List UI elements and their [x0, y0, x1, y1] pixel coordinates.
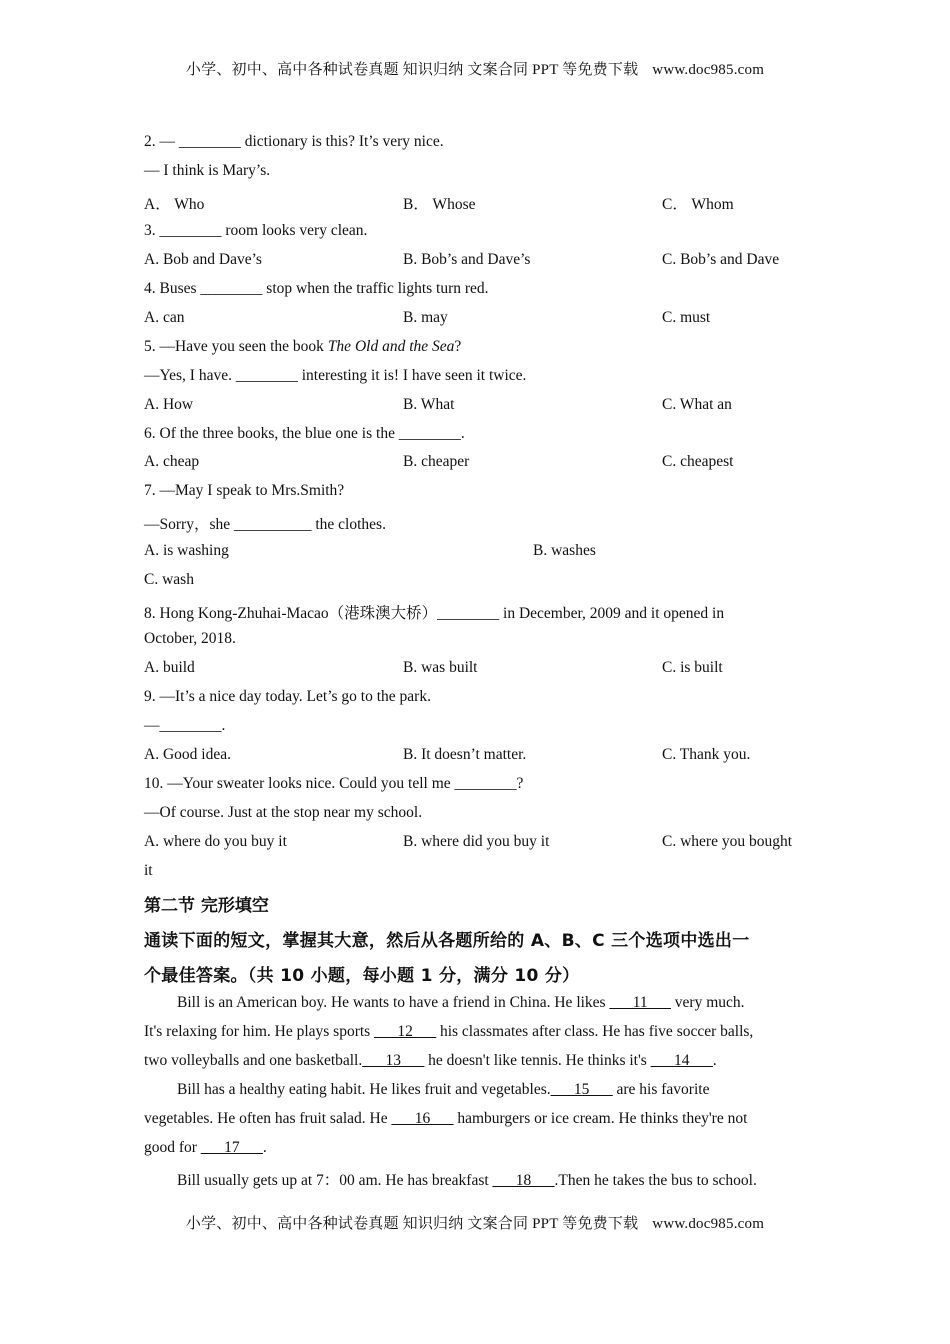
- passage-text: Bill is an American boy. He wants to have a friend in China. He likes: [177, 994, 610, 1011]
- passage-text: .Then he takes the bus to school.: [554, 1172, 757, 1189]
- question-10-stem: 10. —Your sweater looks nice. Could you tell me ________?: [144, 775, 524, 792]
- question-6-option-c: C. cheapest: [662, 453, 734, 470]
- question-5-option-b: B. What: [403, 396, 455, 413]
- blank-15[interactable]: ___15___: [550, 1081, 613, 1098]
- passage-p2-line2: [144, 1110, 808, 1128]
- question-5-stem-post: ?: [454, 338, 462, 355]
- section-2-instruction-line2: 个最佳答案。（共 10 小题，每小题 1 分，满分 10 分）: [144, 966, 580, 986]
- question-6-option-a: A. cheap: [144, 453, 200, 470]
- question-8-option-a: A. build: [144, 659, 195, 676]
- question-7-stem: 7. —May I speak to Mrs.Smith?: [144, 482, 345, 499]
- footer-text: 小学、初中、高中各种试卷真题 知识归纳 文案合同 PPT 等免费下载: [185, 1216, 639, 1232]
- question-3-stem: 3. ________ room looks very clean.: [144, 222, 368, 239]
- passage-text: hamburgers or ice cream. He thinks they're not: [453, 1110, 748, 1127]
- question-2-option-b: B． Whose: [403, 196, 476, 213]
- question-3-option-c: C. Bob’s and Dave: [662, 251, 780, 268]
- question-7-option-c: C. wash: [144, 571, 194, 588]
- question-6-option-b: B. cheaper: [403, 453, 470, 470]
- section-2-instruction-line1: 通读下面的短文，掌握其大意，然后从各题所给的 A、B、C 三个选项中选出一: [144, 931, 750, 951]
- question-10-option-b: B. where did you buy it: [403, 833, 550, 850]
- question-7-option-b: B. washes: [533, 542, 596, 559]
- question-7-option-a: A. is washing: [144, 542, 229, 559]
- question-6-stem: 6. Of the three books, the blue one is the ________.: [144, 425, 465, 442]
- question-5-stem-pre: 5. —Have you seen the book: [144, 338, 328, 355]
- question-9-option-b: B. It doesn’t matter.: [403, 746, 527, 763]
- section-2-title: 第二节 完形填空: [144, 896, 269, 916]
- question-2-stem: 2. — ________ dictionary is this? It’s very nice.: [144, 133, 444, 150]
- passage-p2-line3: [144, 1139, 808, 1157]
- header-text: 小学、初中、高中各种试卷真题 知识归纳 文案合同 PPT 等免费下载: [185, 62, 639, 78]
- question-5-reply: —Yes, I have. ________ interesting it is! I have seen it twice.: [144, 367, 527, 384]
- passage-text: two volleyballs and one basketball.: [144, 1052, 363, 1069]
- question-3-option-b: B. Bob’s and Dave’s: [403, 251, 531, 268]
- blank-13[interactable]: ___13___: [362, 1052, 425, 1069]
- page-header: [0, 58, 950, 79]
- question-5-option-a: A. How: [144, 396, 194, 413]
- blank-14[interactable]: ___14___: [650, 1052, 713, 1069]
- question-8-stem-line1: 8. Hong Kong-Zhuhai-Macao（港珠澳大桥）________ in December, 2009 and it opened in: [144, 605, 725, 622]
- question-4-option-a: A. can: [144, 309, 185, 326]
- footer-url[interactable]: www.doc985.com: [652, 1216, 765, 1232]
- blank-12[interactable]: ___12___: [374, 1023, 437, 1040]
- page-footer: [0, 1212, 950, 1233]
- passage-text: very much.: [670, 994, 745, 1011]
- question-7-reply: —Sorry，she __________ the clothes.: [144, 516, 386, 533]
- header-url[interactable]: www.doc985.com: [652, 62, 765, 78]
- question-9-option-c: C. Thank you.: [662, 746, 751, 763]
- passage-p2-line1: [177, 1081, 841, 1099]
- question-4-stem: 4. Buses ________ stop when the traffic lights turn red.: [144, 280, 489, 297]
- passage-text: good for: [144, 1139, 201, 1156]
- question-8-option-c: C. is built: [662, 659, 723, 676]
- question-2-option-c: C． Whom: [662, 196, 734, 213]
- passage-text: Bill usually gets up at 7：00 am. He has breakfast: [177, 1172, 493, 1189]
- question-4-option-c: C. must: [662, 309, 711, 326]
- question-9-reply: —________.: [144, 717, 226, 734]
- passage-text: .: [712, 1052, 717, 1069]
- passage-p1-line3: [144, 1052, 808, 1070]
- blank-18[interactable]: ___18___: [492, 1172, 555, 1189]
- question-9-option-a: A. Good idea.: [144, 746, 231, 763]
- blank-17[interactable]: ___17___: [200, 1139, 263, 1156]
- blank-11[interactable]: ___11___: [609, 994, 671, 1011]
- question-10-reply: —Of course. Just at the stop near my school.: [144, 804, 423, 821]
- question-2-reply: — I think is Mary’s.: [144, 162, 271, 179]
- question-8-stem-line2: October, 2018.: [144, 630, 236, 647]
- passage-text: he doesn't like tennis. He thinks it's: [424, 1052, 651, 1069]
- question-2-option-a: A． Who: [144, 196, 205, 213]
- passage-p1-line2: [144, 1023, 808, 1041]
- question-10-option-c: C. where you bought: [662, 833, 793, 850]
- question-4-option-b: B. may: [403, 309, 448, 326]
- passage-text: vegetables. He often has fruit salad. He: [144, 1110, 392, 1127]
- passage-text: are his favorite: [612, 1081, 710, 1098]
- passage-text: .: [262, 1139, 267, 1156]
- question-8-option-b: B. was built: [403, 659, 478, 676]
- passage-text: his classmates after class. He has five soccer balls,: [436, 1023, 754, 1040]
- question-10-option-c-wrap: it: [144, 862, 153, 879]
- question-10-option-a: A. where do you buy it: [144, 833, 287, 850]
- passage-p3-line1: [177, 1168, 841, 1190]
- question-5-stem: [144, 338, 461, 356]
- question-9-stem: 9. —It’s a nice day today. Let’s go to the park.: [144, 688, 431, 705]
- passage-text: It's relaxing for him. He plays sports: [144, 1023, 375, 1040]
- question-5-book-title: The Old and the Sea: [327, 338, 455, 355]
- passage-text: Bill has a healthy eating habit. He likes fruit and vegetables.: [177, 1081, 551, 1098]
- question-3-option-a: A. Bob and Dave’s: [144, 251, 262, 268]
- passage-p1-line1: [177, 994, 841, 1012]
- blank-16[interactable]: ___16___: [391, 1110, 454, 1127]
- question-5-option-c: C. What an: [662, 396, 732, 413]
